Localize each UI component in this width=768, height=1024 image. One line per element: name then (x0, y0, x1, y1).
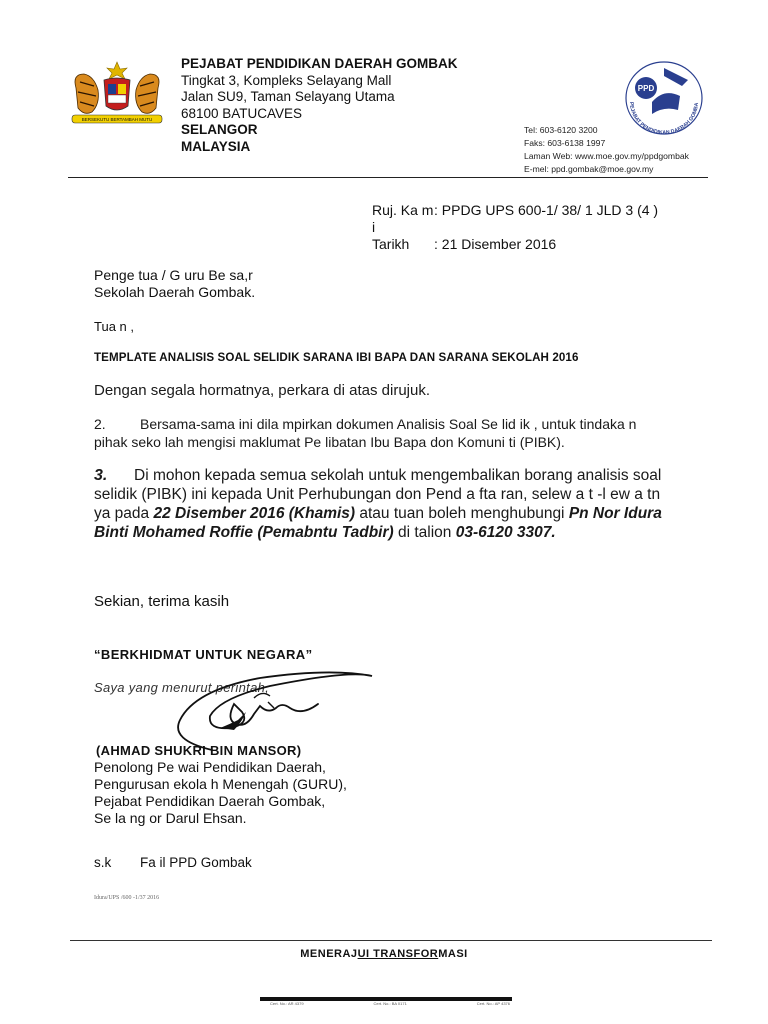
address-line: 68100 BATUCAVES (181, 105, 303, 121)
svg-text:PEJABAT PENDIDIKAN DAERAH GOMB: PEJABAT PENDIDIKAN DAERAH GOMBA (627, 101, 701, 137)
office-name: PEJABAT PENDIDIKAN DAERAH GOMBAK (181, 56, 458, 71)
contact-person: Pn Nor Idura Binti Mohamed Roffie (Pemabntu Tadbir) (94, 505, 662, 541)
svg-text:PPD: PPD (637, 84, 655, 93)
paragraph-text: di talion (393, 524, 456, 541)
cert-number: Cert. No.: BA 0171 (373, 1001, 407, 1006)
reference-number: : PPDG UPS 600-1/ 38/ 1 JLD 3 (4 ) (434, 202, 659, 218)
closing-order: Saya yang menurut perintah, (94, 680, 270, 695)
footer-text: MENERAJ (300, 948, 358, 960)
signatory-position (94, 759, 347, 827)
paragraph-2 (94, 415, 664, 451)
carbon-copy (94, 855, 252, 870)
motto: “BERKHIDMAT UNTUK NEGARA” (94, 647, 313, 662)
contact-details (524, 124, 689, 176)
footer-text-underlined: UI TRANSFOR (357, 948, 439, 960)
file-reference: Idura/UPS /600 -1/37 2016 (94, 895, 160, 901)
malaysia-coat-of-arms-icon (66, 60, 168, 130)
address-line: Jalan SU9, Taman Selayang Utama (181, 89, 395, 104)
recipient-line: Penge tua / G uru Be sa,r (94, 267, 253, 283)
recipient-line: Sekolah Daerah Gombak. (94, 284, 256, 300)
paragraph-text: Di mohon kepada semua sekolah untuk mengembalikan borang analisis soal selidik (PIBK) ini kepada Unit Perhubungan don Pend a fta ran, selew a t -l ew a tn ya pada (94, 467, 662, 522)
salutation: Tua n , (94, 319, 134, 334)
address-line: Tingkat 3, Kompleks Selayang Mall (181, 72, 392, 88)
footer-text: MASI (438, 948, 468, 960)
fax-number: Faks: 603-6138 1997 (524, 138, 606, 148)
recipient (94, 267, 255, 301)
email: E-mel: ppd.gombak@moe.gov.my (524, 164, 654, 174)
reference-block (372, 202, 658, 253)
position-line: Pejabat Pendidikan Daerah Gombak, (94, 793, 326, 809)
closing-thanks: Sekian, terima kasih (94, 593, 230, 610)
paragraph-3 (94, 466, 674, 542)
cert-number: Cert. No.: AP 4376 (476, 1001, 510, 1006)
date-label: Tarikh (372, 236, 410, 252)
cc-value: Fa il PPD Gombak (140, 855, 252, 870)
position-line: Se la ng or Darul Ehsan. (94, 810, 247, 826)
paragraph-number: 2. (94, 416, 106, 432)
reference-label: Ruj. Ka m i (372, 202, 434, 235)
website: Laman Web: www.moe.gov.my/ppdgombak (524, 151, 689, 161)
state: SELANGOR (181, 122, 258, 137)
deadline-date: 22 Disember 2016 (Khamis) (153, 505, 356, 522)
paragraph-1: Dengan segala hormatnya, perkara di atas dirujuk. (94, 382, 431, 399)
signatory-name: (AHMAD SHUKRI BIN MANSOR) (96, 743, 302, 758)
country: MALAYSIA (181, 138, 251, 154)
svg-text:BERSEKUTU BERTAMBAH MUTU: BERSEKUTU BERTAMBAH MUTU (81, 117, 153, 122)
letter-date: : 21 Disember 2016 (434, 236, 557, 252)
header-divider (68, 177, 708, 178)
contact-phone: 03-6120 3307. (455, 524, 556, 541)
paragraph-text: Bersama-sama ini dila mpirkan dokumen Analisis Soal Se lid ik , untuk tindaka n pihak seko lah mengisi maklumat Pe libatan Ibu Bapa don Komuni ti (PIBK). (94, 416, 637, 450)
footer-divider (70, 940, 712, 941)
cc-label: s.k (94, 855, 112, 870)
paragraph-text: atau tuan boleh menghubungi (355, 505, 569, 522)
cert-number: Cert. No.: AR 4379 (270, 1001, 304, 1006)
letterhead (181, 56, 458, 155)
position-line: Pengurusan ekola h Menengah (GURU), (94, 776, 347, 792)
paragraph-number: 3. (94, 467, 108, 484)
phone-number: Tel: 603-6120 3200 (524, 125, 598, 135)
subject-title: TEMPLATE ANALISIS SOAL SELIDIK SARANA IBI BAPA DAN SARANA SEKOLAH 2016 (94, 351, 579, 364)
footer-slogan (0, 948, 768, 960)
position-line: Penolong Pe wai Pendidikan Daerah, (94, 759, 326, 775)
certification-numbers (270, 1001, 510, 1006)
